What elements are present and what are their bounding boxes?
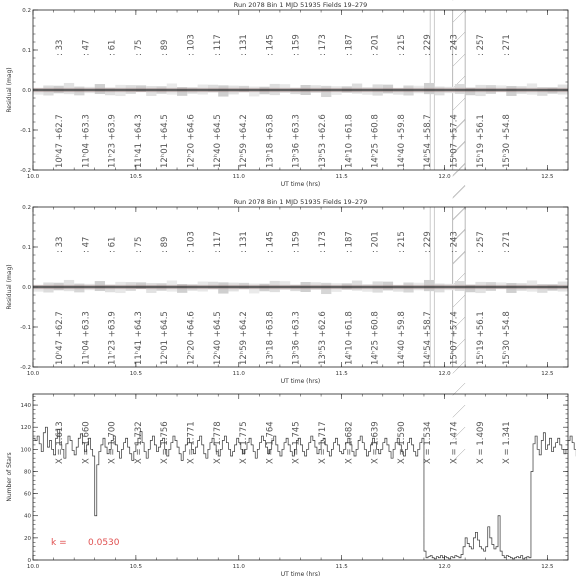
airmass-label: X = 1.756: [160, 421, 170, 464]
airmass-label: X = 1.700: [108, 421, 118, 464]
coord-label: 14ʰ10 +61.8: [344, 114, 354, 168]
field-number-label: : 173: [318, 34, 328, 56]
field-number-label: : 117: [213, 231, 223, 253]
y-tick-label: 80: [24, 469, 31, 475]
x-tick-label: 11.5: [336, 371, 349, 377]
coord-label: 14ʰ40 +59.8: [397, 114, 407, 168]
y-tick-label: -0.2: [20, 168, 31, 174]
coord-label: 14ʰ54 +58.7: [423, 311, 433, 365]
airmass-label: X = 1.660: [81, 421, 91, 464]
field-number-label: : 47: [81, 40, 91, 56]
residual-band-cell: [208, 282, 218, 290]
y-tick-label: -0.2: [20, 365, 31, 371]
field-number-label: : 229: [423, 231, 433, 253]
coord-label: 11ʰ04 +63.3: [81, 114, 91, 168]
residual-band-cell: [496, 85, 506, 91]
residual-band-cell: [146, 283, 156, 293]
field-number-label: : 47: [81, 237, 91, 253]
y-tick-label: 0.2: [22, 205, 31, 211]
x-tick-label: 11.0: [233, 371, 246, 377]
residual-band-cell: [239, 86, 249, 92]
panel-title: Run 2078 Bin 1 MJD 51935 Fields 19–279: [234, 1, 368, 9]
residual-band-cell: [249, 86, 259, 96]
residual-band-cell: [321, 86, 331, 97]
y-axis-label: Number of Stars: [6, 452, 13, 501]
x-tick-label: 10.0: [27, 564, 40, 570]
field-number-label: : 257: [476, 231, 486, 253]
coord-label: 12ʰ20 +64.6: [187, 311, 197, 365]
field-number-label: : 187: [344, 34, 354, 56]
y-tick-label: 60: [24, 492, 31, 498]
field-number-label: : 61: [108, 237, 118, 253]
field-number-label: : 243: [450, 34, 460, 56]
residual-band-cell: [455, 281, 465, 291]
coord-label: 13ʰ36 +63.3: [292, 114, 302, 168]
y-tick-label: -0.1: [20, 128, 31, 134]
coord-label: 15ʰ07 +57.4: [450, 114, 460, 168]
k-label: k =: [51, 538, 67, 548]
airmass-label: X = 1.409: [476, 421, 486, 464]
residual-band-cell: [465, 285, 475, 293]
x-tick-label: 12.5: [541, 371, 554, 377]
coord-label: 13ʰ18 +63.8: [265, 311, 275, 365]
residual-band-cell: [74, 284, 84, 293]
panel-title: Run 2078 Bin 1 MJD 51935 Fields 19–279: [234, 198, 368, 206]
residual-band-cell: [290, 88, 300, 94]
residual-band-cell: [352, 84, 362, 94]
field-number-label: : 215: [397, 34, 407, 56]
airmass-label: X = 1.745: [292, 421, 302, 464]
field-number-label: : 271: [502, 34, 512, 56]
x-tick-label: 12.5: [541, 564, 554, 570]
residual-band-cell: [434, 284, 444, 293]
residual-band-cell: [506, 86, 516, 96]
residual-band-cell: [383, 282, 393, 291]
airmass-label: X = 1.534: [423, 421, 433, 464]
residual-band-cell: [64, 83, 74, 94]
residual-band-cell: [64, 280, 74, 291]
x-axis-label: UT time (hrs): [281, 378, 321, 385]
x-tick-label: 12.0: [438, 371, 451, 377]
residual-band-cell: [74, 87, 84, 96]
x-tick-label: 11.5: [336, 564, 349, 570]
field-number-label: : 173: [318, 231, 328, 253]
coord-label: 14ʰ25 +60.8: [371, 114, 381, 168]
coord-label: 13ʰ53 +62.6: [318, 311, 328, 365]
coord-label: 14ʰ25 +60.8: [371, 311, 381, 365]
residual-band-cell: [208, 85, 218, 93]
residual-band-cell: [95, 281, 105, 291]
y-tick-label: 0.0: [22, 88, 31, 94]
coord-label: 13ʰ36 +63.3: [292, 311, 302, 365]
field-number-label: : 159: [292, 231, 302, 253]
coord-label: 14ʰ40 +59.8: [397, 311, 407, 365]
coord-label: 12ʰ20 +64.6: [187, 114, 197, 168]
y-tick-label: 20: [24, 536, 31, 542]
hatch-line: [453, 207, 465, 219]
field-number-label: : 187: [344, 231, 354, 253]
coord-label: 12ʰ01 +64.5: [160, 114, 170, 168]
field-number-label: : 201: [371, 231, 381, 253]
y-tick-label: -0.1: [20, 325, 31, 331]
residual-band-cell: [455, 84, 465, 94]
residual-band-cell: [249, 283, 259, 293]
coord-label: 11ʰ41 +64.3: [134, 311, 144, 365]
coord-label: 13ʰ18 +63.8: [265, 114, 275, 168]
coord-label: 11ʰ23 +63.9: [108, 114, 118, 168]
k-value: 0.0530: [88, 538, 120, 548]
coord-label: 12ʰ59 +64.2: [239, 311, 249, 365]
residual-band-cell: [383, 85, 393, 94]
field-number-label: : 89: [160, 237, 170, 253]
coord-label: 15ʰ30 +54.8: [502, 311, 512, 365]
coord-label: 15ʰ30 +54.8: [502, 114, 512, 168]
residual-band-cell: [434, 87, 444, 96]
field-number-label: : 271: [502, 231, 512, 253]
residual-band-cell: [105, 88, 115, 96]
x-axis-label: UT time (hrs): [281, 181, 321, 188]
hatch-line: [453, 185, 465, 197]
hatch-line: [453, 295, 465, 307]
residual-band-cell: [352, 281, 362, 291]
residual-band-cell: [424, 280, 434, 291]
x-tick-label: 10.0: [27, 371, 40, 377]
y-tick-label: 0: [28, 558, 32, 564]
field-number-label: : 33: [55, 40, 65, 56]
residual-band-cell: [167, 280, 177, 291]
coord-label: 10ʰ47 +62.7: [55, 311, 65, 365]
field-number-label: : 33: [55, 237, 65, 253]
residual-band-cell: [527, 280, 537, 291]
airmass-label: X = 1.474: [450, 421, 460, 464]
field-number-label: : 117: [213, 34, 223, 56]
airmass-label: X = 1.764: [265, 421, 275, 464]
coord-label: 14ʰ10 +61.8: [344, 311, 354, 365]
residual-band-cell: [239, 283, 249, 289]
y-axis-label: Residual (mag): [6, 67, 13, 112]
hatch-line: [453, 10, 465, 22]
airmass-label: X = 1.590: [397, 421, 407, 464]
y-tick-label: 0.1: [22, 245, 31, 251]
residual-band-cell: [218, 282, 228, 293]
coord-label: 13ʰ53 +62.6: [318, 114, 328, 168]
residual-band-cell: [167, 83, 177, 94]
airmass-label: X = 1.771: [187, 421, 197, 464]
y-tick-label: 40: [24, 514, 31, 520]
field-number-label: : 89: [160, 40, 170, 56]
coord-label: 11ʰ23 +63.9: [108, 311, 118, 365]
field-number-label: : 103: [187, 231, 197, 253]
field-number-label: : 229: [423, 34, 433, 56]
coord-label: 15ʰ19 +56.1: [476, 311, 486, 365]
hatch-line: [453, 186, 465, 198]
airmass-label: X = 1.775: [239, 421, 249, 464]
coord-label: 14ʰ54 +58.7: [423, 114, 433, 168]
coord-label: 12ʰ40 +64.5: [213, 311, 223, 365]
coord-label: 11ʰ41 +64.3: [134, 114, 144, 168]
field-number-label: : 215: [397, 231, 407, 253]
hatch-line: [453, 405, 465, 417]
residual-band-cell: [424, 83, 434, 94]
panel-3: [6, 394, 576, 576]
residual-band-cell: [506, 283, 516, 293]
residual-band-cell: [146, 86, 156, 96]
x-tick-label: 11.5: [336, 174, 349, 180]
coord-label: 12ʰ01 +64.5: [160, 311, 170, 365]
x-tick-label: 10.5: [130, 371, 143, 377]
field-number-label: : 103: [187, 34, 197, 56]
field-number-label: : 75: [134, 40, 144, 56]
x-tick-label: 10.0: [27, 174, 40, 180]
coord-label: 15ʰ07 +57.4: [450, 311, 460, 365]
airmass-label: X = 1.732: [134, 421, 144, 464]
field-number-label: : 61: [108, 40, 118, 56]
airmass-label: X = 1.341: [502, 421, 512, 464]
y-tick-label: 100: [21, 447, 32, 453]
coord-label: 11ʰ04 +63.3: [81, 311, 91, 365]
x-tick-label: 10.5: [130, 174, 143, 180]
coord-label: 12ʰ59 +64.2: [239, 114, 249, 168]
residual-band-cell: [527, 83, 537, 94]
x-tick-label: 12.0: [438, 564, 451, 570]
y-axis-label: Residual (mag): [6, 264, 13, 309]
residual-band-cell: [218, 85, 228, 96]
hatch-line: [453, 98, 465, 110]
y-tick-label: 0.0: [22, 285, 31, 291]
field-number-label: : 131: [239, 34, 249, 56]
airmass-label: X = 1.639: [371, 421, 381, 464]
coord-label: 12ʰ40 +64.5: [213, 114, 223, 168]
airmass-label: X = 1.613: [55, 421, 65, 464]
hatch-line: [453, 383, 465, 395]
panel-1: [6, 0, 568, 264]
residual-band-cell: [290, 285, 300, 291]
residual-band-cell: [465, 88, 475, 96]
x-axis-label: UT time (hrs): [281, 571, 321, 576]
field-number-label: : 145: [265, 34, 275, 56]
x-tick-label: 10.5: [130, 564, 143, 570]
y-tick-label: 120: [21, 425, 32, 431]
x-tick-label: 12.0: [438, 174, 451, 180]
y-tick-label: 140: [21, 403, 32, 409]
airmass-label: X = 1.717: [318, 421, 328, 464]
airmass-label: X = 1.682: [344, 421, 354, 464]
residual-band-cell: [33, 285, 43, 291]
field-number-label: : 131: [239, 231, 249, 253]
y-tick-label: 0.1: [22, 48, 31, 54]
hatch-line: [453, 208, 465, 220]
x-tick-label: 11.0: [233, 174, 246, 180]
residual-band-cell: [393, 285, 403, 291]
x-tick-label: 11.0: [233, 564, 246, 570]
residual-band-cell: [136, 85, 146, 91]
field-number-label: : 201: [371, 34, 381, 56]
y-tick-label: 0.2: [22, 8, 31, 14]
coord-label: 10ʰ47 +62.7: [55, 114, 65, 168]
field-number-label: : 159: [292, 34, 302, 56]
residual-band-cell: [105, 285, 115, 293]
field-number-label: : 145: [265, 231, 275, 253]
x-tick-label: 12.5: [541, 174, 554, 180]
field-number-label: : 257: [476, 34, 486, 56]
residual-band-cell: [95, 84, 105, 94]
residual-band-cell: [321, 283, 331, 294]
field-number-label: : 75: [134, 237, 144, 253]
coord-label: 15ʰ19 +56.1: [476, 114, 486, 168]
airmass-label: X = 1.778: [213, 421, 223, 464]
field-number-label: : 243: [450, 231, 460, 253]
